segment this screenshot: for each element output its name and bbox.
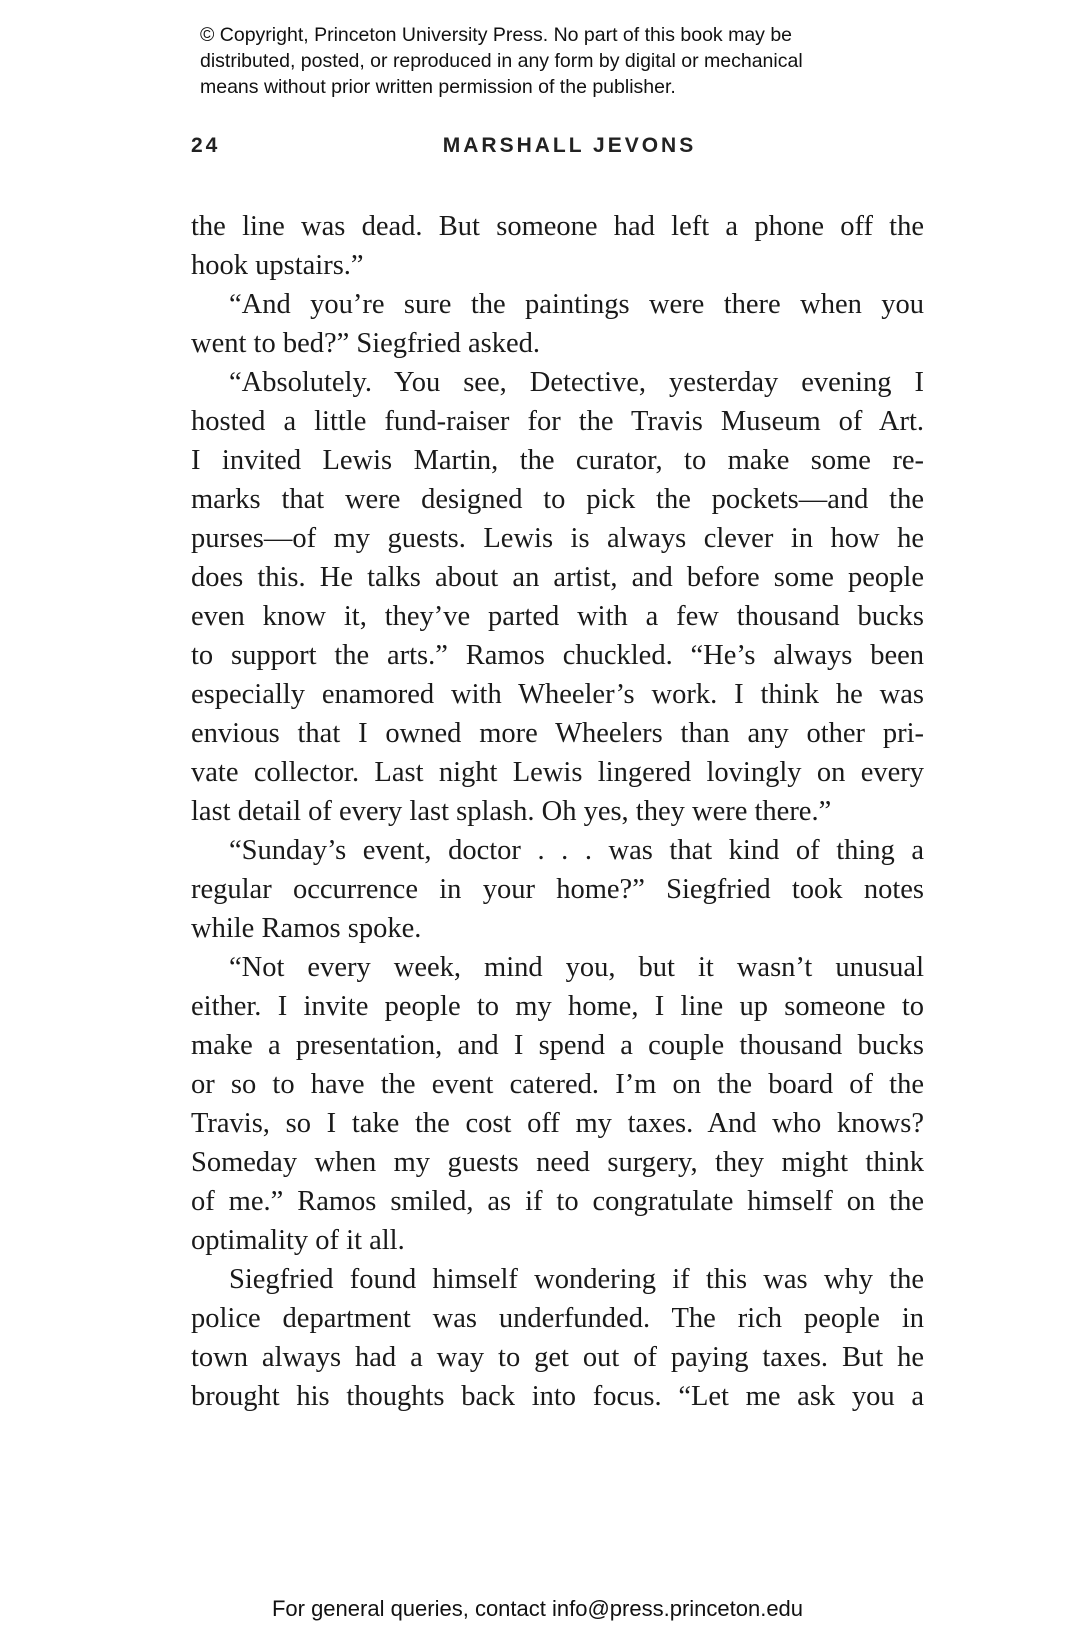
text-line: hook upstairs.” (191, 250, 364, 281)
text-line: brought his thoughts back into focus. “Let me ask you a (191, 1381, 924, 1412)
text-line: I invited Lewis Martin, the curator, to make some re- (191, 445, 924, 476)
text-line: last detail of every last splash. Oh yes, they were there.” (191, 796, 832, 827)
text-line: the line was dead. But someone had left a phone off the (191, 211, 924, 242)
text-line: “Absolutely. You see, Detective, yesterday evening I (229, 367, 924, 398)
text-line: hosted a little fund-raiser for the Travis Museum of Art. (191, 406, 924, 437)
copyright-notice (200, 22, 920, 100)
text-line: “And you’re sure the paintings were there when you (229, 289, 924, 320)
text-line: Travis, so I take the cost off my taxes. And who knows? (191, 1108, 924, 1139)
text-line: does this. He talks about an artist, and before some people (191, 562, 924, 593)
text-line: police department was underfunded. The rich people in (191, 1303, 924, 1334)
text-line: optimality of it all. (191, 1225, 405, 1256)
text-line: “Sunday’s event, doctor . . . was that kind of thing a (229, 835, 924, 866)
page-number: 24 (191, 134, 221, 157)
text-line: Siegfried found himself wondering if this was why the (229, 1264, 924, 1295)
text-line: vate collector. Last night Lewis lingered lovingly on every (191, 757, 924, 788)
text-line: or so to have the event catered. I’m on the board of the (191, 1069, 924, 1100)
text-line: to support the arts.” Ramos chuckled. “He’s always been (191, 640, 924, 671)
running-head (191, 134, 924, 164)
text-line: either. I invite people to my home, I line up someone to (191, 991, 924, 1022)
text-line: went to bed?” Siegfried asked. (191, 328, 540, 359)
text-line: purses—of my guests. Lewis is always clever in how he (191, 523, 924, 554)
running-title: MARSHALL JEVONS (442, 134, 697, 157)
text-line: regular occurrence in your home?” Siegfried took notes (191, 874, 924, 905)
copyright-line: distributed, posted, or reproduced in any form by digital or mechanical (200, 50, 803, 72)
text-line: marks that were designed to pick the pockets—and the (191, 484, 924, 515)
footer-contact: For general queries, contact info@press.princeton.edu (271, 1596, 804, 1621)
text-line: make a presentation, and I spend a couple thousand bucks (191, 1030, 924, 1061)
copyright-line: means without prior written permission of the publisher. (200, 76, 676, 98)
text-line: of me.” Ramos smiled, as if to congratulate himself on the (191, 1186, 924, 1217)
text-line: town always had a way to get out of paying taxes. But he (191, 1342, 924, 1373)
text-line: while Ramos spoke. (191, 913, 422, 944)
text-line: Someday when my guests need surgery, they might think (191, 1147, 924, 1178)
text-line: even know it, they’ve parted with a few thousand bucks (191, 601, 924, 632)
body-text (191, 207, 924, 1416)
text-line: envious that I owned more Wheelers than any other pri- (191, 718, 924, 749)
copyright-line: © Copyright, Princeton University Press. No part of this book may be (200, 24, 793, 46)
text-line: especially enamored with Wheeler’s work. I think he was (191, 679, 924, 710)
text-line: “Not every week, mind you, but it wasn’t unusual (229, 952, 924, 983)
